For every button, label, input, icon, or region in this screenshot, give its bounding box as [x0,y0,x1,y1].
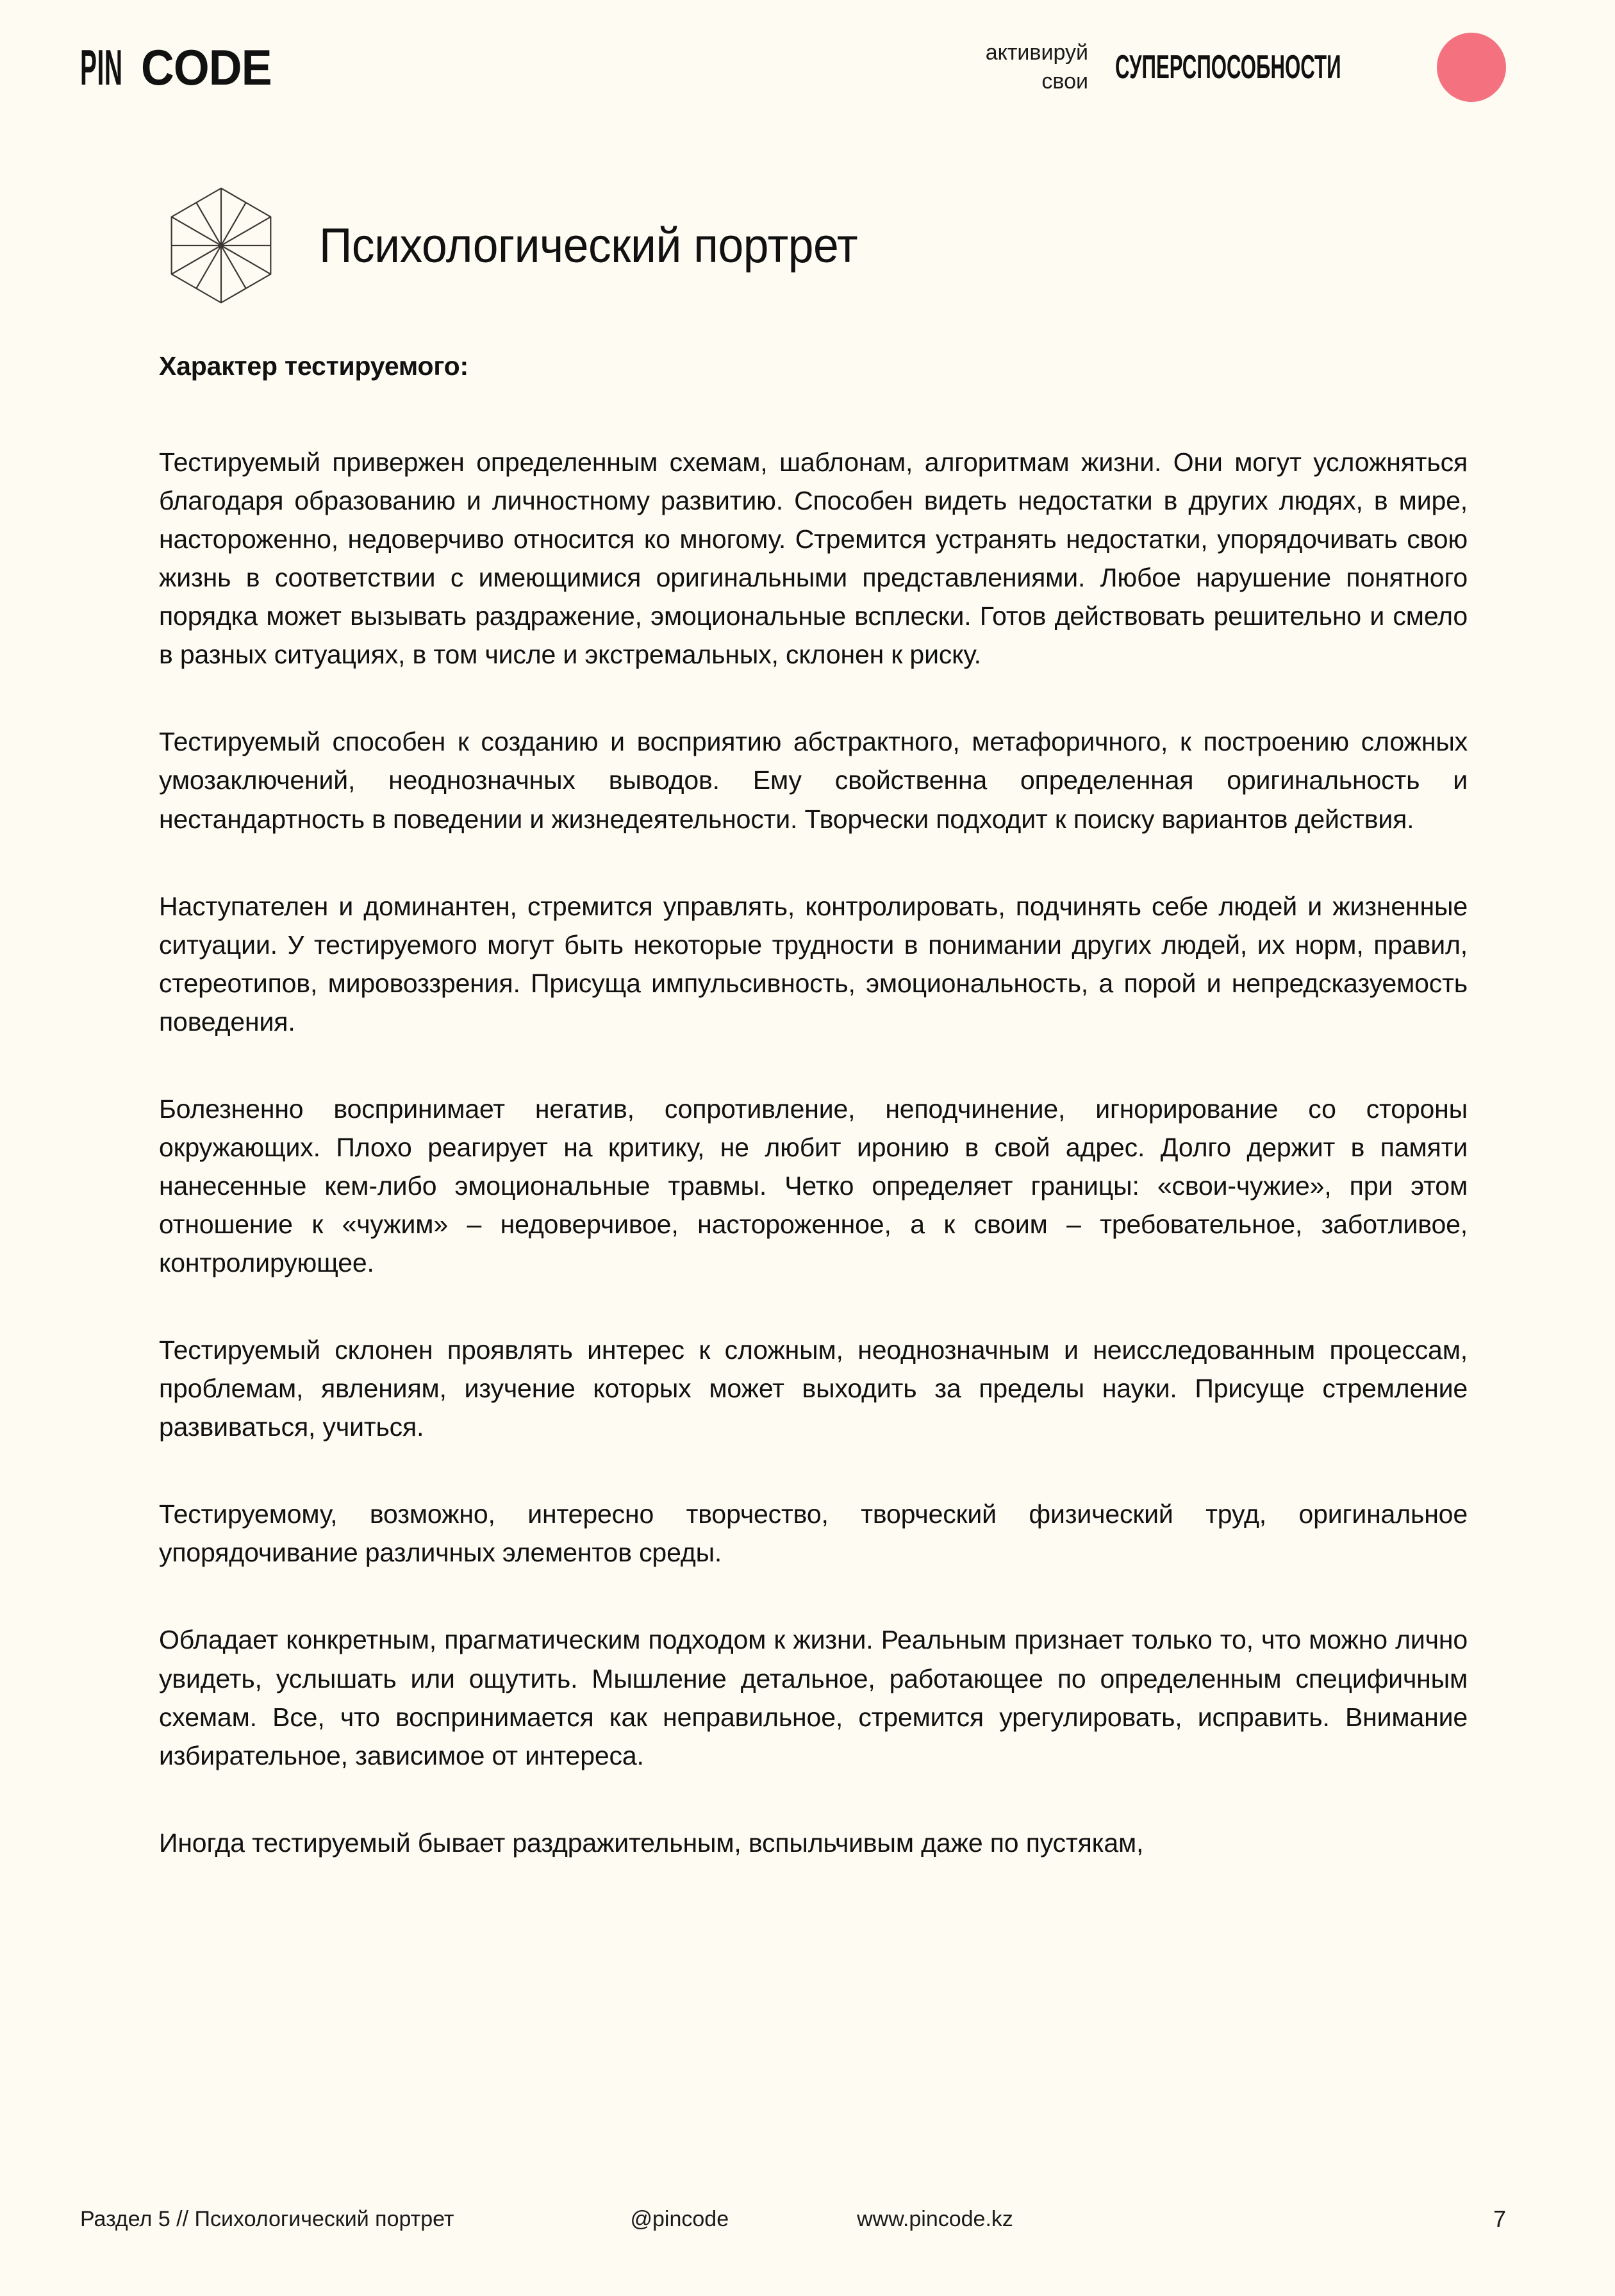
circle-dot-icon [1437,33,1506,102]
body-paragraph: Наступателен и доминантен, стремится управлять, контролировать, подчинять себе людей и жизненные ситуации. У тестируемого могут быть некоторые трудности в понимании других людей, их норм, правил, стереотипов, мировоззрения. Присуща импульсивность, эмоциональность, а порой и непредсказуемость поведения. [159,891,1468,1036]
tagline-line-2: свои [1041,69,1088,94]
tagline-line-1: активируй [985,40,1088,65]
footer-page-number: 7 [1493,2206,1506,2232]
body-paragraph: Иногда тестируемый бывает раздражительным, вспыльчивым даже по пустякам, [159,1827,1144,1858]
section-heading: Характер тестируемого: [159,351,468,381]
logo-text-code: CODE [141,39,272,96]
body-paragraph: Болезненно воспринимает негатив, сопротивление, неподчинение, игнорирование со стороны окружающих. Плохо реагирует на критику, не любит иронию в свой адрес. Долго держит в памяти нанесенные кем-либо эмоциональные травмы. Четко определяет границы: «свои-чужие», при этом отношение к «чужим» – недоверчивое, настороженное, а к своим – требовательное, заботливое, контролирующее. [159,1094,1468,1278]
footer-website-link[interactable]: www.pincode.kz [857,2206,1013,2231]
footer-social-handle[interactable]: @pincode [630,2206,729,2231]
page-footer [0,2142,1615,2296]
tagline-superpowers: СУПЕРСПОСОБНОСТИ [1115,49,1341,86]
pincode-logo [80,39,283,96]
page-header [0,0,1615,135]
body-paragraph: Тестируемый привержен определенным схемам, шаблонам, алгоритмам жизни. Они могут усложняться благодаря образованию и личностному развитию. Способен видеть недостатки в других людях, в мире, настороженно, недоверчиво относится ко многому. Стремится устранять недостатки, упорядочивать свою жизнь в соответствии с имеющимися оригинальными представлениями. Любое нарушение понятного порядка может вызывать раздражение, эмоциональные всплески. Готов действовать решительно и смело в разных ситуациях, в том числе и экстремальных, склонен к риску. [159,447,1468,670]
footer-links [631,2207,1013,2232]
tagline-small-lines [986,38,1088,96]
body-paragraph: Тестируемый способен к созданию и восприятию абстрактного, метафоричного, к построению сложных умозаключений, неоднозначных выводов. Ему свойственна определенная оригинальность и нестандартность в поведении и жизнедеятельности. Творчески подходит к поиску вариантов действия. [159,727,1468,834]
page-title: Психологический портрет [319,218,858,273]
content-area [159,351,1468,1862]
logo-text-pin: PIN [80,39,123,96]
page-title-block [160,185,892,306]
footer-section-label: Раздел 5 // Психологический портрет [80,2206,454,2231]
tagline-big-holder [1115,48,1371,87]
body-paragraph: Тестируемому, возможно, интересно творчество, творческий физический труд, оригинальное упорядочивание различных элементов среды. [159,1499,1468,1568]
hexagon-spokes-icon [160,185,282,306]
header-tagline [986,33,1506,102]
body-paragraph: Тестируемый склонен проявлять интерес к сложным, неоднозначным и неисследованным процессам, проблемам, явлениям, изучение которых может выходить за пределы науки. Присуще стремление развиваться, учиться. [159,1335,1468,1442]
body-paragraph: Обладает конкретным, прагматическим подходом к жизни. Реальным признает только то, что можно лично увидеть, услышать или ощутить. Мышление детальное, работающее по определенным специфичным схемам. Все, что воспринимается как неправильное, стремится урегулировать, исправить. Внимание избирательное, зависимое от интереса. [159,1625,1468,1770]
